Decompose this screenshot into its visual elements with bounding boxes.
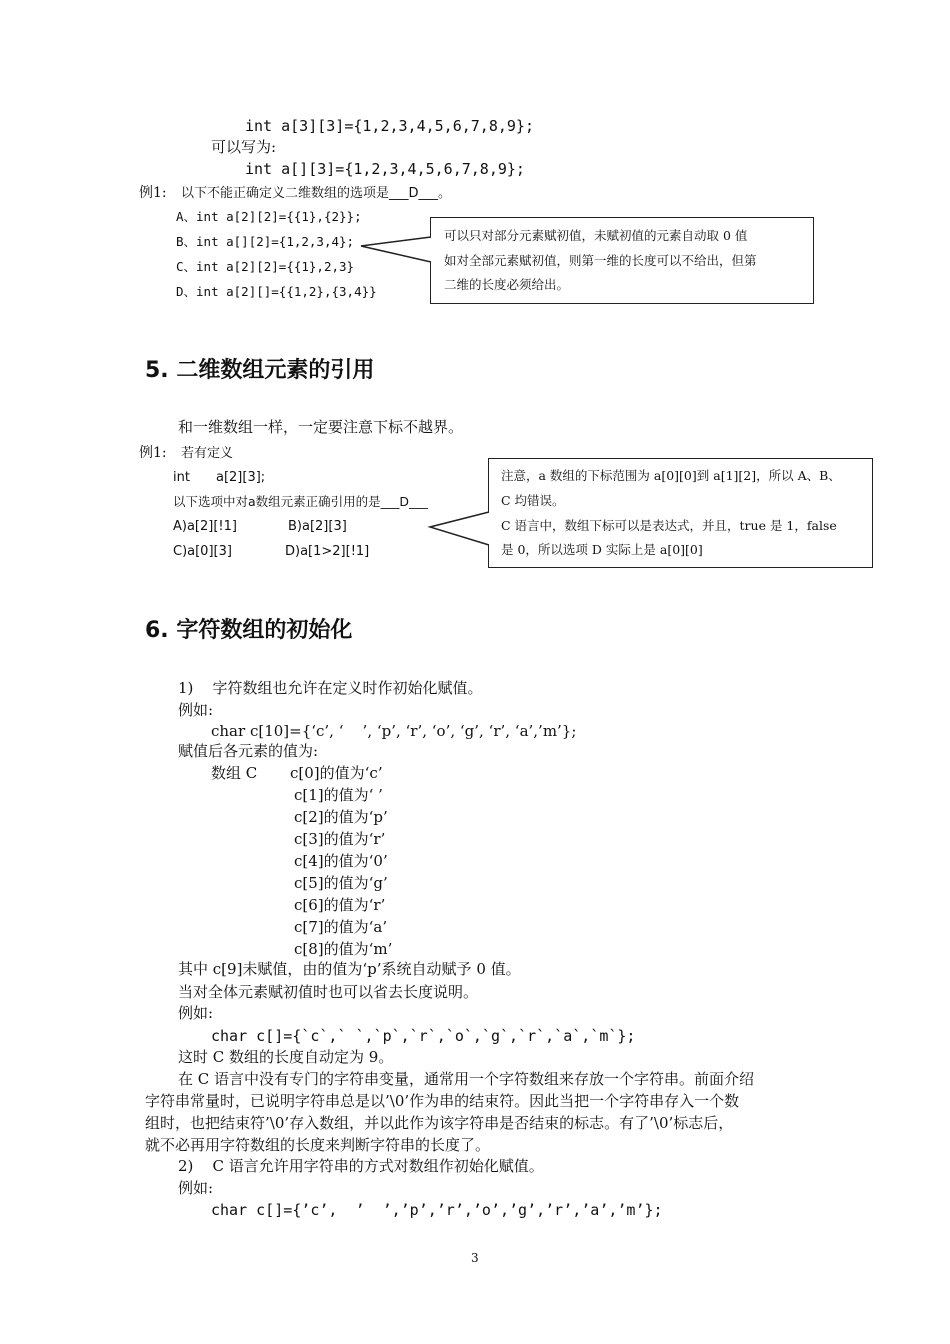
code-line: char c[]={`c`,` `,`p`,`r`,`o`,`g`,`r`,`a`,`m`}; — [211, 1027, 636, 1045]
option-d: D)a[1>2][!1] — [285, 544, 370, 559]
note-line: 可以只对部分元素赋初值，未赋初值的元素自动取 0 值 — [444, 228, 748, 243]
paragraph: 1) 字符数组也允许在定义时作初始化赋值。 — [178, 679, 483, 697]
section-intro: 和一维数组一样，一定要注意下标不越界。 — [178, 418, 464, 436]
element-value: c[3]的值为‘r’ — [294, 830, 386, 848]
decl-keyword: int — [173, 470, 190, 485]
example-label: 例如: — [178, 1179, 214, 1197]
paragraph-line: 组时，也把结束符’\0’存入数组，并以此作为该字符串是否结束的标志。有了’\0’标志后， — [145, 1114, 734, 1132]
code-line: int a[][3]={1,2,3,4,5,6,7,8,9}; — [245, 160, 525, 178]
note-line: 是 0，所以选项 D 实际上是 a[0][0] — [501, 542, 703, 557]
example-text: 若有定义 — [181, 446, 234, 461]
code-line: int a[3][3]={1,2,3,4,5,6,7,8,9}; — [245, 117, 534, 135]
element-value: c[2]的值为‘p’ — [294, 808, 388, 826]
example-label: 例1: — [139, 185, 167, 201]
option-c: C、int a[2][2]={{1},2,3} — [176, 259, 355, 274]
element-value: c[4]的值为‘0’ — [294, 852, 388, 870]
option-b: B、int a[][2]={1,2,3,4}; — [176, 234, 355, 249]
example-label: 例如: — [178, 1004, 214, 1022]
note-line: 注意，a 数组的下标范围为 a[0][0]到 a[1][2]，所以 A、B、 — [501, 468, 841, 483]
option-d: D、int a[2][]={{1,2},{3,4}} — [176, 284, 377, 299]
code-line: char c[10]={‘c’, ‘ ’, ‘p’, ‘r’, ‘o’, ‘g’, ‘r’, ‘a’,’m’}; — [211, 722, 577, 740]
element-value: c[7]的值为‘a’ — [294, 918, 388, 936]
note-line: 二维的长度必须给出。 — [444, 277, 570, 292]
paragraph-line: 字符串常量时，已说明字符串总是以’\0’作为串的结束符。因此当把一个字符串存入一个数 — [145, 1092, 740, 1110]
note-line: 如对全部元素赋初值，则第一维的长度可以不给出，但第 — [444, 253, 757, 268]
paragraph-line: 就不必再用字符数组的长度来判断字符串的长度了。 — [145, 1136, 491, 1154]
section-title: 6. 字符数组的初始化 — [145, 618, 353, 643]
option-a: A、int a[2][2]={{1},{2}}; — [176, 209, 362, 224]
element-value: c[1]的值为‘ ’ — [294, 786, 383, 804]
option-a: A)a[2][!1] — [173, 519, 237, 534]
rewrite-label: 可以写为: — [211, 138, 277, 156]
example-question: 以下选项中对a数组元素正确引用的是___D___ — [173, 494, 428, 509]
example-label: 例如: — [178, 701, 214, 719]
note-line: C 均错误。 — [501, 493, 565, 508]
paragraph: 当对全体元素赋初值时也可以省去长度说明。 — [178, 983, 479, 1001]
code-line: char c[]={’c’, ’ ’,’p’,’r’,’o’,’g’,’r’,’a’,’m’}; — [211, 1201, 663, 1219]
option-c: C)a[0][3] — [173, 544, 232, 559]
callout-pointer-fill — [430, 512, 490, 545]
element-value: c[8]的值为‘m’ — [294, 940, 393, 958]
example-label: 例1: — [139, 445, 167, 461]
option-b: B)a[2][3] — [288, 519, 347, 534]
paragraph: 2) C 语言允许用字符串的方式对数组作初始化赋值。 — [178, 1157, 544, 1175]
element-value: c[0]的值为‘c’ — [290, 764, 383, 782]
array-label: 数组 C — [211, 764, 258, 782]
paragraph: 这时 C 数组的长度自动定为 9。 — [178, 1048, 394, 1066]
paragraph: 其中 c[9]未赋值，由的值为‘p’系统自动赋予 0 值。 — [178, 960, 521, 978]
example-question: 以下不能正确定义二维数组的选项是___D___。 — [181, 186, 452, 201]
decl-variable: a[2][3]; — [216, 470, 266, 485]
element-value: c[6]的值为‘r’ — [294, 896, 386, 914]
note-line: C 语言中，数组下标可以是表达式，并且，true 是 1，false — [501, 518, 837, 533]
section-title: 5. 二维数组元素的引用 — [145, 358, 375, 383]
element-value: c[5]的值为‘g’ — [294, 874, 388, 892]
paragraph-line: 在 C 语言中没有专门的字符串变量，通常用一个字符数组来存放一个字符串。前面介绍 — [178, 1070, 755, 1088]
page-number: 3 — [471, 1251, 479, 1265]
paragraph: 赋值后各元素的值为: — [178, 742, 319, 760]
